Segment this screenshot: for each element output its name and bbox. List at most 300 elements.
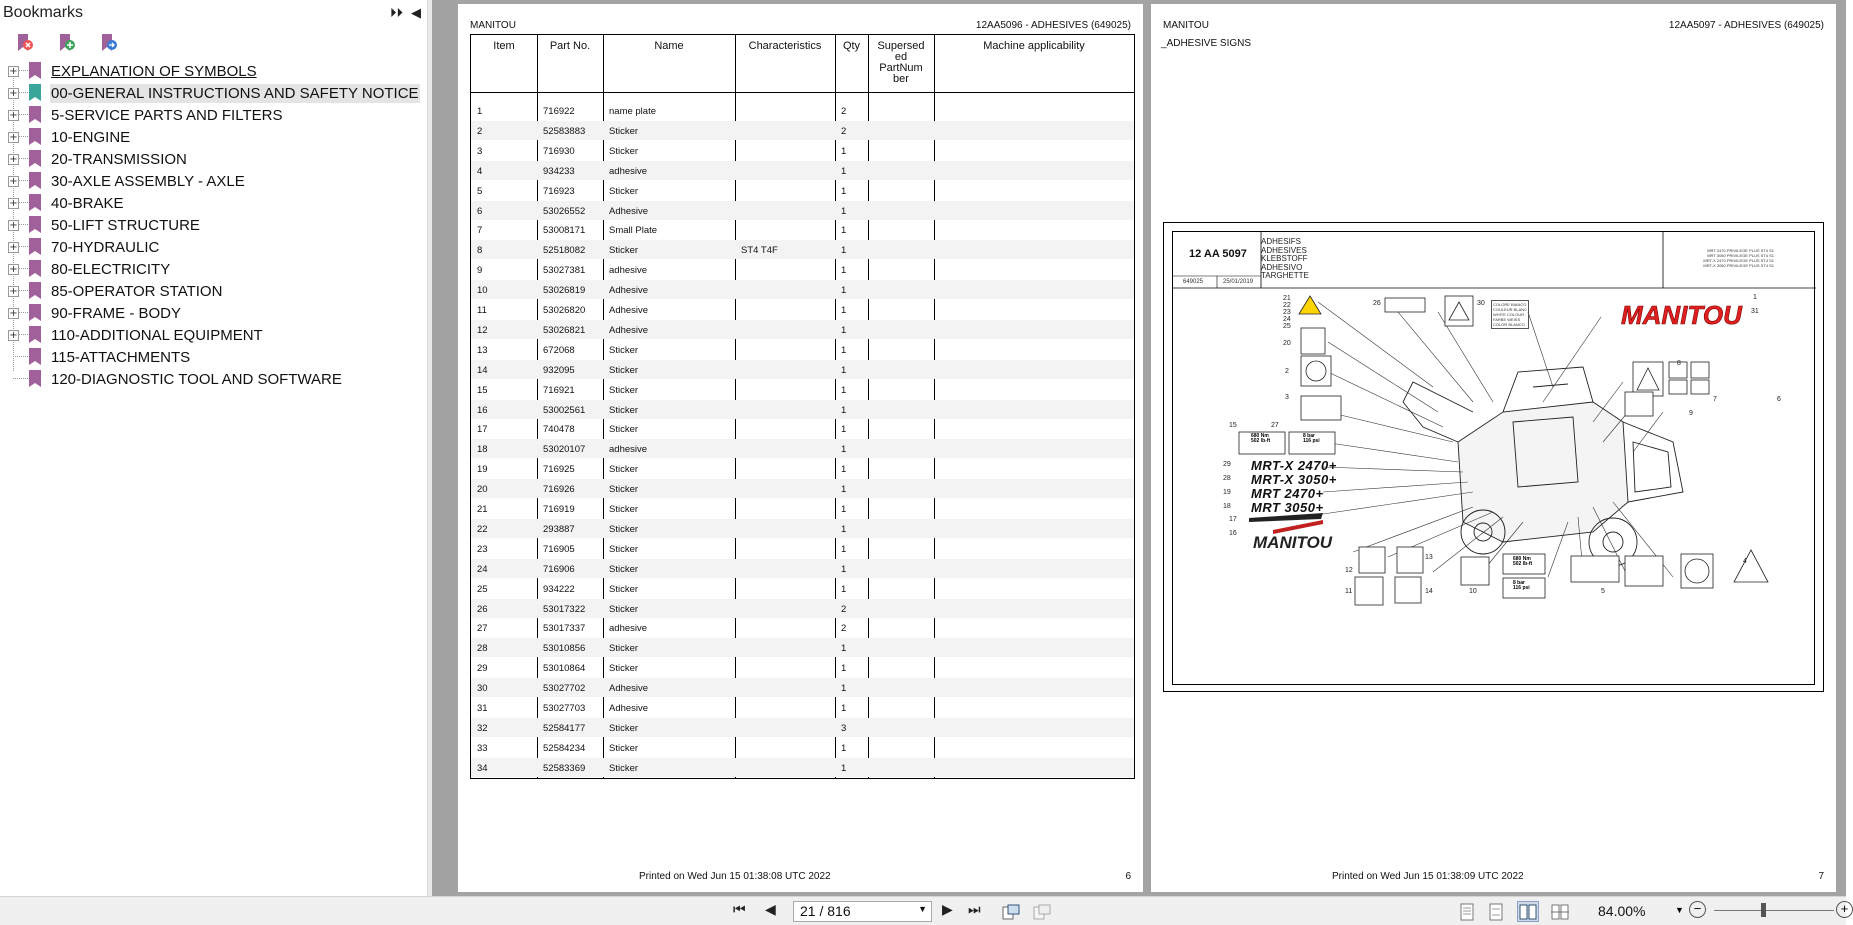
bookmark-item[interactable] bbox=[0, 368, 427, 390]
page-number-input[interactable] bbox=[793, 901, 932, 922]
expand-icon[interactable]: + bbox=[9, 131, 18, 143]
table-cell-item: 19 bbox=[477, 464, 488, 476]
table-cell-qty: 1 bbox=[841, 703, 847, 714]
table-row bbox=[471, 380, 1134, 399]
callout: 31 bbox=[1751, 308, 1759, 315]
table-cell-qty: 1 bbox=[841, 165, 847, 177]
col-name: Name bbox=[654, 40, 684, 52]
table-cell-name: Sticker bbox=[609, 742, 639, 754]
table-cell-qty: 1 bbox=[841, 444, 847, 456]
callout: 14 bbox=[1425, 588, 1433, 595]
callout: 19 bbox=[1223, 489, 1231, 496]
col-qty: Qty bbox=[842, 40, 861, 52]
table-cell-part: 52583369 bbox=[543, 762, 586, 774]
bookmark-label: 80-ELECTRICITY bbox=[51, 260, 171, 278]
table-cell-qty: 1 bbox=[841, 583, 847, 595]
table-cell-item: 2 bbox=[477, 125, 483, 137]
callout: 17 bbox=[1229, 516, 1237, 523]
callout: 2 bbox=[1285, 368, 1289, 375]
col-characteristics: Characteristics bbox=[748, 40, 822, 52]
bookmark-icon bbox=[29, 84, 41, 101]
table-cell-item: 13 bbox=[477, 344, 488, 356]
zoom-dropdown-icon[interactable]: ▼ bbox=[1675, 905, 1684, 915]
bookmark-item[interactable] bbox=[0, 236, 427, 258]
model-line: MRT 2470 PRIVILEGE PLUS ST4 S1 bbox=[1707, 248, 1774, 253]
bookmark-icon bbox=[29, 260, 41, 277]
bookmark-label: 5-SERVICE PARTS AND FILTERS bbox=[51, 106, 283, 124]
model-decal: MRT-X 3050+ bbox=[1251, 472, 1337, 487]
table-cell-name: Sticker bbox=[609, 424, 639, 436]
table-cell-part: 52518082 bbox=[543, 245, 586, 257]
drawing-names bbox=[1261, 238, 1309, 281]
table-row bbox=[471, 718, 1134, 737]
table-row bbox=[471, 141, 1134, 160]
callout: 16 bbox=[1229, 530, 1237, 537]
table-cell-qty: 1 bbox=[841, 404, 847, 416]
table-cell-part: 716923 bbox=[543, 185, 575, 197]
table-row bbox=[471, 400, 1134, 419]
bookmarks-toolbar bbox=[0, 26, 427, 60]
table-row bbox=[471, 121, 1134, 140]
col-superseded bbox=[868, 41, 934, 85]
table-cell-char: ST4 T4F bbox=[741, 245, 778, 257]
page-ref: 12AA5097 - ADHESIVES (649025) bbox=[1668, 20, 1824, 31]
bookmark-icon bbox=[29, 62, 41, 79]
bookmark-label: 30-AXLE ASSEMBLY - AXLE bbox=[51, 172, 245, 190]
model-line: MRT-X 2470 PRIVILEGE PLUS ST4 S1 bbox=[1703, 258, 1774, 263]
table-header bbox=[471, 35, 1134, 93]
bookmark-item[interactable] bbox=[0, 346, 427, 368]
table-cell-item: 7 bbox=[477, 225, 483, 237]
table-cell-part: 53010856 bbox=[543, 643, 586, 655]
chevron-down-icon[interactable]: ▼ bbox=[918, 904, 927, 914]
table-row bbox=[471, 419, 1134, 438]
table-cell-qty: 1 bbox=[841, 145, 847, 157]
table-cell-qty: 1 bbox=[841, 464, 847, 476]
table-cell-item: 8 bbox=[477, 245, 483, 257]
table-cell-part: 53026821 bbox=[543, 324, 586, 336]
goto-bookmark-icon[interactable] bbox=[94, 29, 122, 57]
torque-decal: 680 Nm 502 lb-ft bbox=[1513, 556, 1533, 567]
table-cell-item: 1 bbox=[477, 106, 483, 117]
table-cell-part: 52583883 bbox=[543, 125, 586, 137]
table-cell-part: 52584177 bbox=[543, 722, 586, 734]
bookmark-icon bbox=[29, 370, 41, 387]
table-cell-item: 25 bbox=[477, 583, 488, 595]
table-cell-qty: 1 bbox=[841, 324, 847, 336]
page-ref: 12AA5096 - ADHESIVES (649025) bbox=[975, 20, 1131, 31]
bookmark-tree bbox=[0, 60, 427, 390]
superseded-line: ber bbox=[893, 73, 909, 85]
bookmarks-header bbox=[0, 0, 427, 26]
callout: 29 bbox=[1223, 461, 1231, 468]
bookmark-icon bbox=[29, 194, 41, 211]
page-right bbox=[1151, 4, 1836, 892]
table-cell-qty: 3 bbox=[841, 722, 847, 734]
expand-icon[interactable]: + bbox=[9, 329, 18, 341]
callout: 30 bbox=[1477, 300, 1485, 307]
table-cell-item: 16 bbox=[477, 404, 488, 416]
callout: 23 bbox=[1283, 309, 1291, 316]
callout: 10 bbox=[1469, 588, 1477, 595]
bookmark-item[interactable] bbox=[0, 192, 427, 214]
table-cell-qty: 1 bbox=[841, 384, 847, 396]
table-row bbox=[471, 101, 1134, 120]
table-cell-item: 21 bbox=[477, 504, 488, 515]
name-line: TARGHETTE bbox=[1261, 271, 1309, 280]
table-row bbox=[471, 300, 1134, 319]
bookmark-label: EXPLANATION OF SYMBOLS bbox=[51, 62, 257, 80]
table-cell-qty: 1 bbox=[841, 762, 847, 774]
zoom-slider-thumb[interactable] bbox=[1761, 903, 1766, 917]
table-cell-name: Small Plate bbox=[609, 225, 658, 237]
table-row bbox=[471, 459, 1134, 478]
callout: 6 bbox=[1777, 396, 1781, 403]
table-cell-item: 26 bbox=[477, 603, 488, 615]
model-decal: MRT 3050+ bbox=[1251, 500, 1324, 515]
fit-page-icon[interactable] bbox=[1000, 901, 1022, 922]
single-page-view-icon[interactable] bbox=[1456, 901, 1478, 922]
table-cell-part: 716905 bbox=[543, 543, 575, 555]
drawing-frame bbox=[1172, 231, 1815, 685]
callout: 4 bbox=[1743, 558, 1747, 565]
bookmark-icon bbox=[29, 326, 41, 343]
page-footer: Printed on Wed Jun 15 01:38:09 UTC 2022 bbox=[1332, 871, 1524, 882]
table-cell-name: Sticker bbox=[609, 563, 639, 575]
section-title: _ADHESIVE SIGNS bbox=[1161, 38, 1252, 49]
callout: 3 bbox=[1285, 394, 1289, 401]
bookmark-item[interactable] bbox=[0, 148, 427, 170]
table-row bbox=[471, 658, 1134, 677]
table-cell-name: adhesive bbox=[609, 265, 648, 277]
bookmark-label: 20-TRANSMISSION bbox=[51, 150, 187, 168]
table-cell-part: 932095 bbox=[543, 364, 575, 376]
table-cell-qty: 1 bbox=[841, 225, 847, 237]
name-line: ADHESIVO bbox=[1261, 262, 1303, 272]
table-cell-item: 20 bbox=[477, 484, 488, 496]
first-page-icon[interactable]: ⏮ bbox=[733, 902, 746, 918]
page-indicator: 21 / 816 bbox=[800, 903, 851, 919]
two-page-view-icon[interactable] bbox=[1517, 901, 1539, 922]
table-cell-part: 740478 bbox=[543, 424, 575, 436]
bookmark-item[interactable] bbox=[0, 258, 427, 280]
table-cell-name: Adhesive bbox=[609, 683, 649, 695]
collapse-panel-icon[interactable]: ◀ bbox=[411, 5, 421, 20]
bookmark-icon bbox=[29, 304, 41, 321]
table-cell-name: Sticker bbox=[609, 145, 639, 157]
bookmark-label: 90-FRAME - BODY bbox=[51, 304, 182, 322]
table-cell-name: Sticker bbox=[609, 464, 639, 476]
callout: 25 bbox=[1283, 323, 1291, 330]
table-cell-item: 3 bbox=[477, 145, 483, 157]
table-cell-qty: 1 bbox=[841, 245, 847, 257]
document-view[interactable] bbox=[432, 0, 1846, 896]
callout: 8 bbox=[1677, 360, 1681, 367]
table-cell-name: Sticker bbox=[609, 762, 639, 774]
status-bar bbox=[0, 896, 1849, 925]
page-footer: Printed on Wed Jun 15 01:38:08 UTC 2022 bbox=[639, 871, 831, 882]
table-row bbox=[471, 758, 1134, 777]
bookmark-item[interactable] bbox=[0, 302, 427, 324]
table-cell-part: 53002561 bbox=[543, 404, 586, 416]
table-cell-name: Sticker bbox=[609, 663, 639, 675]
table-cell-part: 53020107 bbox=[543, 444, 586, 456]
table-cell-part: 934233 bbox=[543, 165, 575, 177]
bookmark-icon bbox=[29, 172, 41, 189]
expand-icon[interactable]: + bbox=[9, 87, 18, 99]
callout: 15 bbox=[1229, 422, 1237, 429]
callout: 26 bbox=[1373, 300, 1381, 307]
table-cell-part: 716921 bbox=[543, 384, 575, 396]
page-brand: MANITOU bbox=[470, 20, 516, 31]
callout: 5 bbox=[1601, 588, 1605, 595]
color-line: COULEUR BLANC bbox=[1493, 307, 1528, 312]
table-cell-name: Sticker bbox=[609, 185, 639, 197]
table-row bbox=[471, 738, 1134, 757]
table-row bbox=[471, 320, 1134, 339]
bookmark-icon bbox=[29, 150, 41, 167]
expand-icon[interactable]: + bbox=[9, 263, 18, 275]
bookmark-icon bbox=[29, 348, 41, 365]
table-row bbox=[471, 638, 1134, 657]
table-cell-qty: 1 bbox=[841, 742, 847, 754]
color-line: COLOR BLANCO bbox=[1493, 322, 1525, 327]
bookmark-icon bbox=[29, 216, 41, 233]
table-cell-part: 716926 bbox=[543, 484, 575, 496]
bookmark-label: 00-GENERAL INSTRUCTIONS AND SAFETY NOTICE bbox=[51, 84, 419, 102]
manitou-logo-red: MANITOU bbox=[1621, 300, 1742, 330]
table-cell-item: 15 bbox=[477, 384, 488, 396]
table-cell-name: Sticker bbox=[609, 484, 639, 496]
table-cell-qty: 1 bbox=[841, 484, 847, 496]
bookmark-item[interactable] bbox=[0, 104, 427, 126]
table-cell-name: Sticker bbox=[609, 523, 639, 535]
table-cell-part: 53017322 bbox=[543, 603, 586, 615]
table-cell-qty: 2 bbox=[841, 603, 847, 615]
table-cell-item: 29 bbox=[477, 663, 488, 675]
prev-page-icon[interactable]: ◀ bbox=[765, 902, 776, 918]
table-cell-part: 52584234 bbox=[543, 742, 586, 754]
table-cell-qty: 1 bbox=[841, 663, 847, 675]
table-cell-part: 53026819 bbox=[543, 285, 586, 297]
name-line: ADHESIVES bbox=[1261, 245, 1307, 255]
bookmark-label: 110-ADDITIONAL EQUIPMENT bbox=[51, 326, 263, 344]
section-title-text: ADHESIVE SIGNS bbox=[1166, 38, 1252, 49]
table-cell-part: 53017337 bbox=[543, 623, 586, 635]
callout: 11 bbox=[1345, 588, 1353, 595]
table-row bbox=[471, 479, 1134, 498]
table-cell-name: Adhesive bbox=[609, 324, 649, 336]
table-cell-item: 10 bbox=[477, 285, 488, 297]
table-cell-qty: 2 bbox=[841, 106, 847, 117]
expand-icon[interactable]: + bbox=[9, 219, 18, 231]
bookmark-label: 120-DIAGNOSTIC TOOL AND SOFTWARE bbox=[51, 370, 342, 388]
adhesive-drawing bbox=[1163, 222, 1824, 692]
drawing-doc-no: 649025 bbox=[1183, 279, 1204, 285]
callout: 24 bbox=[1283, 316, 1291, 323]
table-cell-qty: 2 bbox=[841, 623, 847, 635]
color-line: COLORE BIANCO bbox=[1493, 302, 1527, 307]
parts-table bbox=[470, 34, 1135, 779]
add-bookmark-icon[interactable] bbox=[52, 29, 80, 57]
zoom-level[interactable]: 84.00% bbox=[1598, 903, 1646, 919]
table-cell-item: 34 bbox=[477, 762, 488, 774]
bookmarks-title: Bookmarks bbox=[3, 4, 84, 21]
table-cell-item: 6 bbox=[477, 205, 483, 217]
table-row bbox=[471, 161, 1134, 180]
color-list bbox=[1491, 300, 1529, 329]
table-cell-part: 716919 bbox=[543, 504, 575, 515]
callout: 12 bbox=[1345, 567, 1353, 574]
expand-icon[interactable]: + bbox=[9, 175, 18, 187]
name-line: KLEBSTOFF bbox=[1261, 254, 1308, 263]
color-line: WHITE COLOUR bbox=[1493, 312, 1525, 317]
table-cell-qty: 1 bbox=[841, 265, 847, 277]
table-cell-name: Sticker bbox=[609, 603, 639, 615]
superseded-line: ed bbox=[894, 51, 908, 63]
expand-icon[interactable]: + bbox=[9, 285, 18, 297]
table-cell-item: 32 bbox=[477, 722, 488, 734]
name-line: ADHESIFS bbox=[1261, 237, 1302, 246]
expand-icon[interactable]: + bbox=[9, 197, 18, 209]
bookmark-item[interactable] bbox=[0, 82, 427, 104]
table-cell-name: Sticker bbox=[609, 504, 639, 515]
zoom-in-icon[interactable]: + bbox=[1836, 901, 1853, 918]
page-left bbox=[458, 4, 1143, 892]
bookmark-icon bbox=[29, 106, 41, 123]
drawing-models bbox=[1703, 248, 1774, 268]
table-row bbox=[471, 579, 1134, 598]
table-cell-part: 672068 bbox=[543, 344, 575, 356]
table-cell-qty: 1 bbox=[841, 543, 847, 555]
bookmark-item[interactable] bbox=[0, 170, 427, 192]
delete-bookmark-icon[interactable] bbox=[10, 29, 38, 57]
table-cell-part: 53008171 bbox=[543, 225, 586, 237]
table-cell-part: 934222 bbox=[543, 583, 575, 595]
zoom-out-icon[interactable]: − bbox=[1689, 901, 1706, 918]
table-row bbox=[471, 360, 1134, 379]
callout: 13 bbox=[1425, 554, 1433, 561]
table-cell-name: Sticker bbox=[609, 722, 639, 734]
drawing-date: 25/01/2019 bbox=[1223, 279, 1254, 285]
table-cell-qty: 1 bbox=[841, 185, 847, 197]
table-cell-item: 28 bbox=[477, 643, 488, 655]
table-row bbox=[471, 599, 1134, 618]
col-part-no: Part No. bbox=[549, 40, 591, 52]
callout: 7 bbox=[1713, 396, 1717, 403]
table-row bbox=[471, 678, 1134, 697]
callout: 1 bbox=[1753, 294, 1757, 301]
table-cell-name: Sticker bbox=[609, 404, 639, 416]
superseded-line: PartNum bbox=[879, 62, 923, 74]
table-cell-name: name plate bbox=[609, 106, 657, 117]
table-cell-qty: 1 bbox=[841, 305, 847, 316]
bookmark-item[interactable] bbox=[0, 324, 427, 346]
table-cell-name: adhesive bbox=[609, 623, 648, 635]
table-cell-name: Sticker bbox=[609, 344, 639, 356]
table-cell-part: 716925 bbox=[543, 464, 575, 476]
table-cell-qty: 1 bbox=[841, 523, 847, 535]
table-cell-part: 53027702 bbox=[543, 683, 586, 695]
tree-connector bbox=[13, 356, 30, 357]
table-row bbox=[471, 240, 1134, 259]
table-cell-item: 30 bbox=[477, 683, 488, 695]
expand-icon[interactable]: + bbox=[9, 241, 18, 253]
table-row bbox=[471, 499, 1134, 518]
table-row bbox=[471, 698, 1134, 717]
last-page-icon[interactable]: ⏭ bbox=[968, 902, 981, 918]
table-cell-qty: 1 bbox=[841, 504, 847, 515]
table-cell-item: 12 bbox=[477, 324, 488, 336]
bookmark-item[interactable] bbox=[0, 214, 427, 236]
table-cell-item: 4 bbox=[477, 165, 483, 177]
table-row bbox=[471, 181, 1134, 200]
table-cell-item: 17 bbox=[477, 424, 488, 436]
zoom-slider[interactable] bbox=[1714, 910, 1834, 911]
expand-icon[interactable]: + bbox=[9, 65, 18, 77]
superseded-line: Supersed bbox=[877, 40, 925, 52]
col-item: Item bbox=[493, 40, 515, 52]
expand-icon[interactable]: + bbox=[9, 307, 18, 319]
table-row bbox=[471, 340, 1134, 359]
table-cell-name: Adhesive bbox=[609, 285, 649, 297]
next-page-icon[interactable]: ▶ bbox=[942, 902, 953, 918]
table-cell-name: Sticker bbox=[609, 364, 639, 376]
expand-panel-icon[interactable]: ⏵⏵ bbox=[390, 5, 403, 20]
model-decal: MRT 2470+ bbox=[1251, 486, 1324, 501]
table-cell-name: Sticker bbox=[609, 583, 639, 595]
continuous-view-icon[interactable] bbox=[1485, 901, 1507, 922]
expand-icon[interactable]: + bbox=[9, 153, 18, 165]
tree-connector bbox=[13, 378, 30, 379]
table-cell-name: Adhesive bbox=[609, 703, 649, 714]
table-cell-qty: 1 bbox=[841, 205, 847, 217]
table-cell-item: 24 bbox=[477, 563, 488, 575]
bookmark-item[interactable] bbox=[0, 280, 427, 302]
table-cell-name: Adhesive bbox=[609, 305, 649, 316]
table-row bbox=[471, 260, 1134, 279]
table-cell-item: 5 bbox=[477, 185, 483, 197]
col-machine-applicability: Machine applicability bbox=[983, 40, 1085, 52]
table-cell-name: Sticker bbox=[609, 543, 639, 555]
table-cell-item: 18 bbox=[477, 444, 488, 456]
table-cell-part: 53026552 bbox=[543, 205, 586, 217]
torque-decal: 680 Nm 502 lb-ft bbox=[1251, 433, 1271, 444]
table-cell-part: 53010864 bbox=[543, 663, 586, 675]
table-cell-item: 11 bbox=[477, 305, 487, 316]
table-row bbox=[471, 201, 1134, 220]
bookmark-icon bbox=[29, 128, 41, 145]
table-cell-item: 14 bbox=[477, 364, 488, 376]
table-cell-qty: 1 bbox=[841, 424, 847, 436]
manitou-logo-black: MANITOU bbox=[1253, 533, 1333, 552]
callout: 22 bbox=[1283, 302, 1291, 309]
callout: 21 bbox=[1283, 295, 1291, 302]
table-cell-item: 27 bbox=[477, 623, 488, 635]
model-line: MRT-X 3050 PRIVILEGE PLUS ST4 S1 bbox=[1703, 263, 1774, 268]
fit-width-icon[interactable] bbox=[1031, 901, 1053, 922]
bookmark-item[interactable] bbox=[0, 126, 427, 148]
bookmark-item[interactable] bbox=[0, 60, 427, 82]
pressure-decal: 8 bar 116 psi bbox=[1303, 433, 1320, 444]
table-cell-qty: 1 bbox=[841, 563, 847, 575]
table-cell-name: Adhesive bbox=[609, 205, 649, 217]
model-line: MRT 3050 PRIVILEGE PLUS ST4 S1 bbox=[1707, 253, 1774, 258]
table-row bbox=[471, 559, 1134, 578]
two-page-continuous-icon[interactable] bbox=[1549, 901, 1571, 922]
expand-icon[interactable]: + bbox=[9, 109, 18, 121]
callout: 20 bbox=[1283, 340, 1291, 347]
